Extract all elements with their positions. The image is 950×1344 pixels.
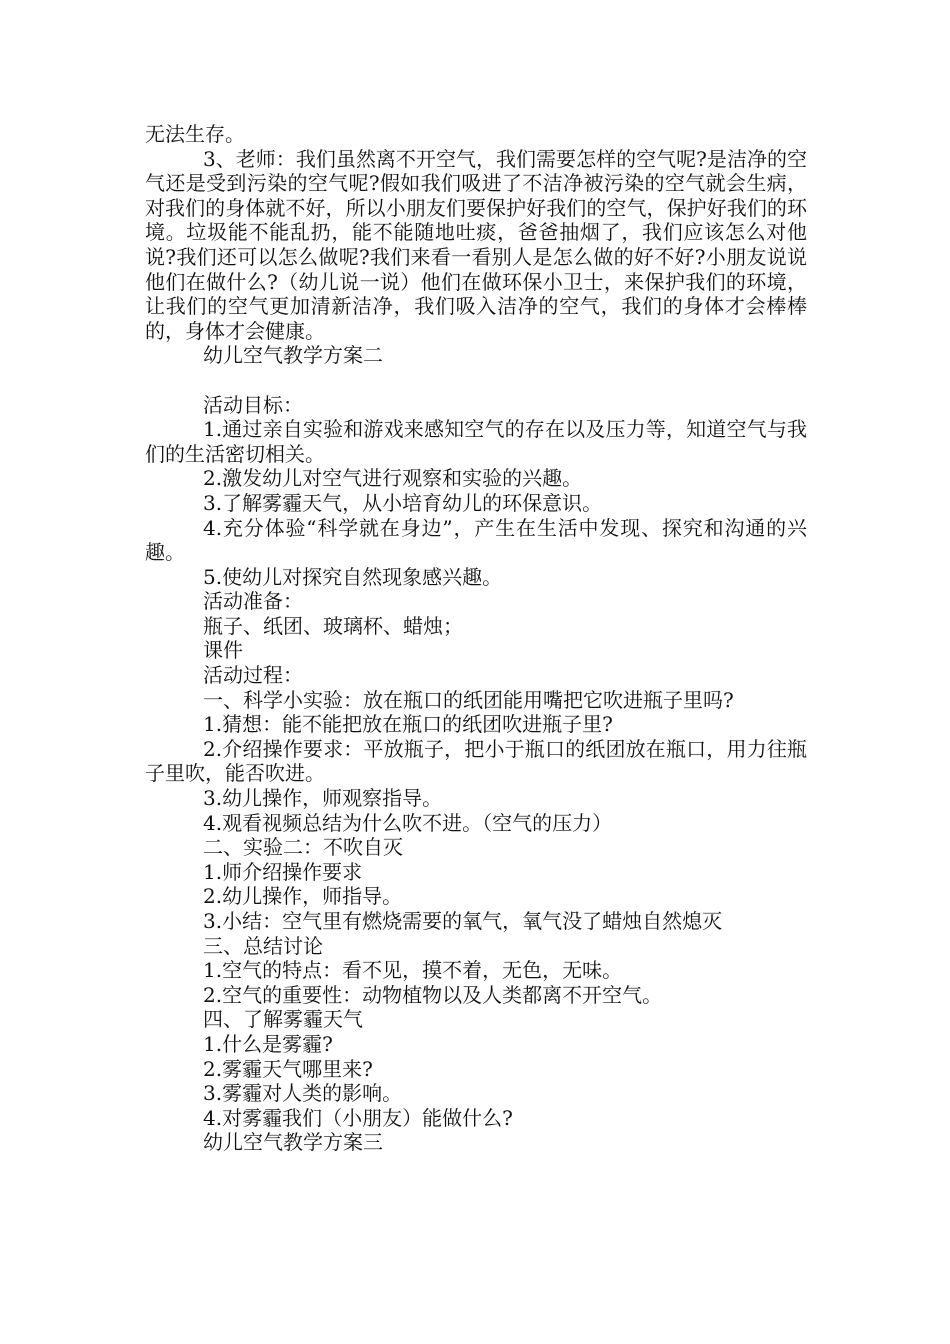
paragraph: 1.猜想：能不能把放在瓶口的纸团吹进瓶子里? [203, 712, 613, 737]
paragraph: 1.什么是雾霾? [203, 1031, 333, 1056]
paragraph: 活动准备： [203, 589, 303, 614]
paragraph: 2.幼儿操作，师指导。 [203, 884, 403, 909]
paragraph: 2.介绍操作要求：平放瓶子，把小于瓶口的纸团放在瓶口，用力往瓶子里吹，能否吹进。 [145, 736, 807, 786]
paragraph: 二、实验二：不吹自灭 [203, 835, 403, 860]
paragraph: 幼儿空气教学方案二 [203, 343, 383, 368]
blank-line [145, 368, 807, 393]
paragraph: 2.空气的重要性：动物植物以及人类都离不开空气。 [203, 982, 663, 1007]
paragraph: 3、老师：我们虽然离不开空气，我们需要怎样的空气呢?是洁净的空气还是受到污染的空气呢?假如我们吸进了不洁净被污染的空气就会生病，对我们的身体就不好，所以小朋友们要保护好我们的空气，保护好我们的环境。垃圾能不能乱扔，能不能随地吐痰，爸爸抽烟了，我们应该怎么对他说?我们还可以怎么做呢?我们来看一看别人是怎么做的好不好?小朋友说说他们在做什么?（幼儿说一说）他们在做环保小卫士，来保护我们的环境，让我们的空气更加清新洁净，我们吸入洁净的空气，我们的身体才会棒棒的，身体才会健康。 [145, 146, 807, 343]
paragraph: 3.雾霾对人类的影响。 [203, 1081, 403, 1106]
paragraph: 3.小结：空气里有燃烧需要的氧气，氧气没了蜡烛自然熄灭 [203, 909, 723, 933]
paragraph: 1.师介绍操作要求 [203, 859, 363, 884]
paragraph: 4.对雾霾我们（小朋友）能做什么? [203, 1105, 513, 1130]
paragraph: 5.使幼儿对探究自然现象感兴趣。 [203, 564, 503, 589]
paragraph: 四、了解雾霾天气 [203, 1007, 363, 1032]
paragraph: 1.通过亲自实验和游戏来感知空气的存在以及压力等，知道空气与我们的生活密切相关。 [145, 417, 807, 466]
document-body [145, 122, 807, 1155]
paragraph: 3.了解雾霾天气，从小培育幼儿的环保意识。 [203, 490, 603, 515]
paragraph: 1.空气的特点：看不见，摸不着，无色，无味。 [203, 958, 623, 983]
paragraph: 4.充分体验“科学就在身边”，产生在生活中发现、探究和沟通的兴趣。 [145, 515, 807, 565]
paragraph: 活动目标： [203, 392, 303, 417]
paragraph: 4.观看视频总结为什么吹不进。（空气的压力） [203, 810, 613, 835]
paragraph: 课件 [203, 638, 243, 663]
paragraph: 3.幼儿操作，师观察指导。 [203, 786, 443, 811]
paragraph: 2.激发幼儿对空气进行观察和实验的兴趣。 [203, 466, 583, 491]
paragraph: 无法生存。 [145, 122, 245, 146]
paragraph: 一、科学小实验：放在瓶口的纸团能用嘴把它吹进瓶子里吗? [203, 687, 734, 712]
paragraph: 活动过程： [203, 663, 303, 688]
paragraph: 瓶子、纸团、玻璃杯、蜡烛； [203, 613, 463, 638]
paragraph: 三、总结讨论 [203, 933, 323, 958]
paragraph: 2.雾霾天气哪里来? [203, 1056, 373, 1081]
paragraph: 幼儿空气教学方案三 [203, 1130, 383, 1155]
